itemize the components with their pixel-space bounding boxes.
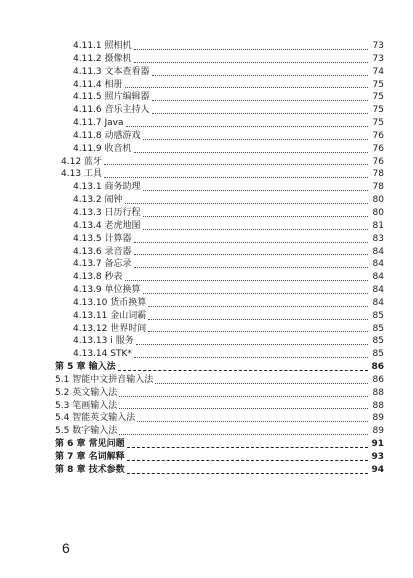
toc-entry-page: 83 (372, 233, 384, 244)
toc-entry-page: 74 (372, 66, 384, 77)
toc-entry-number: 4.13.1 (73, 182, 102, 193)
toc-entry-label: 收音机 (104, 143, 132, 154)
toc-entry-label: 动感游戏 (104, 130, 141, 141)
toc-entry-title (55, 400, 117, 413)
toc-entry-title (73, 181, 141, 194)
toc-entry-page: 94 (371, 464, 384, 475)
toc-entry-title (73, 323, 146, 336)
toc-entry-label: 文本查看器 (104, 66, 150, 77)
toc-entry-label: 照片编辑器 (104, 92, 150, 103)
toc-entry-number: 4.13.6 (73, 246, 102, 257)
toc-entry-page: 84 (372, 259, 384, 270)
toc-entry[interactable] (0, 79, 413, 92)
toc-entry-number: 第 5 章 (55, 362, 86, 373)
toc-entry[interactable] (0, 143, 413, 156)
toc-entry-label: 商务助理 (104, 182, 141, 193)
toc-entry-number: 第 8 章 (55, 464, 86, 475)
table-of-contents (0, 40, 413, 477)
toc-entry-title (55, 374, 153, 387)
toc-entry[interactable] (0, 233, 413, 246)
dot-leader (125, 87, 368, 88)
toc-entry-title (73, 310, 146, 323)
toc-entry-label: 技术参数 (88, 464, 125, 475)
toc-entry-number: 4.13 (61, 169, 82, 180)
toc-entry-label: 照相机 (104, 41, 132, 51)
toc-entry-label: 老虎地图 (104, 220, 141, 231)
toc-entry[interactable] (0, 91, 413, 104)
toc-entry-number: 4.13.5 (73, 233, 102, 244)
toc-entry-title (55, 412, 135, 425)
dot-leader (143, 229, 368, 230)
toc-entry-title (73, 104, 150, 117)
dot-leader (119, 396, 368, 397)
toc-entry[interactable] (0, 220, 413, 233)
toc-entry-number: 第 6 章 (55, 439, 86, 450)
dot-leader (143, 293, 368, 294)
toc-entry[interactable] (0, 310, 413, 323)
toc-entry-page: 88 (372, 400, 384, 411)
toc-entry[interactable] (0, 53, 413, 66)
toc-entry-label: 世界时间 (110, 323, 147, 334)
toc-entry[interactable] (0, 66, 413, 79)
toc-entry-page: 76 (372, 156, 384, 167)
dot-leader (119, 408, 368, 409)
toc-entry-label: 智能英文输入法 (72, 413, 136, 424)
toc-entry-label: 备忘录 (104, 259, 132, 270)
toc-entry-label: 输入法 (88, 362, 116, 373)
toc-entry[interactable] (0, 374, 413, 387)
toc-entry-number: 4.13.14 (73, 349, 108, 360)
dot-leader (136, 344, 368, 345)
toc-entry-title (55, 425, 117, 438)
toc-entry-label: 秒表 (104, 272, 123, 283)
toc-entry-number: 4.13.10 (73, 297, 108, 308)
toc-entry[interactable] (0, 194, 413, 207)
dot-leader (148, 331, 368, 332)
dot-leader (125, 203, 368, 204)
dot-leader (148, 306, 368, 307)
toc-entry-title (55, 361, 116, 374)
toc-entry-page: 84 (372, 285, 384, 296)
dot-leader (152, 113, 368, 114)
toc-entry[interactable] (0, 271, 413, 284)
toc-entry[interactable] (0, 335, 413, 348)
toc-entry[interactable] (0, 207, 413, 220)
dot-leader (119, 434, 368, 435)
toc-entry-number: 4.13.11 (73, 310, 108, 321)
toc-entry[interactable] (0, 40, 413, 53)
toc-entry[interactable] (0, 117, 413, 130)
toc-entry-page: 73 (372, 53, 384, 64)
toc-entry-page: 89 (372, 426, 384, 437)
toc-entry[interactable] (0, 438, 413, 451)
toc-entry-number: 4.11.2 (73, 53, 102, 64)
dot-leader (127, 447, 368, 448)
dot-leader (143, 190, 368, 191)
dot-leader (134, 49, 368, 50)
dot-leader (104, 164, 368, 165)
toc-entry-page: 81 (372, 220, 384, 231)
toc-entry[interactable] (0, 130, 413, 143)
toc-entry-title (73, 91, 150, 104)
toc-entry-page: 85 (372, 310, 384, 321)
dot-leader (125, 280, 368, 281)
toc-entry-title (73, 194, 123, 207)
toc-entry[interactable] (0, 387, 413, 400)
dot-leader (127, 473, 368, 474)
toc-entry-number: 4.13.12 (73, 323, 108, 334)
toc-entry-title (73, 143, 132, 156)
toc-entry-label: Java (104, 118, 124, 129)
toc-entry-title (73, 297, 146, 310)
toc-entry-title (73, 246, 132, 259)
dot-leader (118, 370, 368, 371)
toc-entry[interactable] (0, 464, 413, 477)
toc-entry-page: 89 (372, 413, 384, 424)
toc-entry-page: 84 (372, 272, 384, 283)
toc-entry-title (73, 233, 132, 246)
toc-entry-title (61, 168, 102, 181)
toc-entry[interactable] (0, 297, 413, 310)
toc-entry[interactable] (0, 168, 413, 181)
dot-leader (143, 216, 368, 217)
toc-entry-number: 5.1 (55, 374, 70, 385)
toc-entry-page: 85 (372, 336, 384, 347)
toc-entry-page: 80 (372, 195, 384, 206)
toc-entry-label: 音乐主持人 (104, 105, 150, 116)
toc-entry-page: 86 (372, 374, 384, 385)
toc-entry-page: 75 (372, 79, 384, 90)
toc-entry-label: 蓝牙 (83, 156, 102, 167)
toc-entry-title (73, 348, 132, 361)
dot-leader (127, 460, 368, 461)
toc-entry-title (55, 438, 125, 451)
toc-entry-title (61, 156, 102, 169)
toc-entry-page: 73 (372, 41, 384, 51)
toc-entry[interactable] (0, 181, 413, 194)
toc-entry[interactable] (0, 400, 413, 413)
toc-entry-label: 名词解释 (88, 452, 125, 462)
toc-entry-title (73, 207, 141, 220)
dot-leader (137, 421, 368, 422)
toc-entry-title (73, 284, 141, 297)
dot-leader (155, 383, 368, 384)
toc-entry-page: 75 (372, 118, 384, 129)
toc-entry-number: 4.13.4 (73, 220, 102, 231)
toc-entry-page: 93 (371, 452, 384, 462)
toc-entry-number: 4.11.3 (73, 66, 102, 77)
toc-entry-page: 76 (372, 143, 384, 154)
toc-entry[interactable] (0, 104, 413, 117)
toc-entry-number: 4.11.9 (73, 143, 102, 154)
toc-entry-label: 闹钟 (104, 195, 123, 206)
toc-entry-page: 78 (372, 169, 384, 180)
toc-entry-label: 英文输入法 (72, 387, 118, 398)
toc-entry[interactable] (0, 361, 413, 374)
toc-entry-label: 数字输入法 (72, 426, 118, 437)
toc-entry-label: 工具 (83, 169, 102, 180)
toc-entry[interactable] (0, 258, 413, 271)
dot-leader (134, 254, 368, 255)
toc-entry-number: 5.5 (55, 426, 70, 437)
toc-entry-title (73, 117, 124, 130)
toc-entry-page: 84 (372, 246, 384, 257)
dot-leader (143, 139, 368, 140)
page-number: 6 (62, 540, 70, 556)
dot-leader (134, 357, 368, 358)
dot-leader (134, 242, 368, 243)
toc-entry-label: 金山词霸 (110, 310, 147, 321)
toc-entry-title (73, 66, 150, 79)
toc-entry-number: 4.11.1 (73, 41, 102, 51)
toc-entry-title (55, 387, 117, 400)
toc-entry-page: 76 (372, 130, 384, 141)
toc-entry-number: 4.12 (61, 156, 82, 167)
toc-entry-page: 75 (372, 105, 384, 116)
dot-leader (134, 152, 368, 153)
dot-leader (104, 177, 368, 178)
toc-entry-title (73, 220, 141, 233)
toc-entry[interactable] (0, 323, 413, 336)
toc-entry-label: i 服务 (110, 336, 134, 347)
toc-entry-title (73, 40, 132, 53)
toc-entry[interactable] (0, 451, 413, 464)
toc-entry-number: 4.11.7 (73, 118, 102, 129)
toc-entry-number: 4.13.3 (73, 207, 102, 218)
toc-entry[interactable] (0, 412, 413, 425)
toc-entry-label: 笔画输入法 (72, 400, 118, 411)
toc-entry-page: 78 (372, 182, 384, 193)
toc-entry-label: 单位换算 (104, 285, 141, 296)
toc-entry-title (55, 464, 125, 477)
toc-entry-label: 摄像机 (104, 53, 132, 64)
toc-entry-page: 85 (372, 349, 384, 360)
toc-entry-page: 88 (372, 387, 384, 398)
dot-leader (148, 319, 368, 320)
toc-entry-page: 75 (372, 92, 384, 103)
toc-entry-number: 4.11.8 (73, 130, 102, 141)
toc-entry[interactable] (0, 425, 413, 438)
toc-entry-number: 4.13.7 (73, 259, 102, 270)
toc-entry[interactable] (0, 156, 413, 169)
toc-entry-title (73, 53, 132, 66)
toc-entry-label: 录音器 (104, 246, 132, 257)
toc-entry-label: 货币换算 (110, 297, 147, 308)
toc-entry-number: 5.2 (55, 387, 70, 398)
toc-entry-number: 4.13.13 (73, 336, 108, 347)
toc-entry-number: 4.13.2 (73, 195, 102, 206)
toc-entry-page: 91 (371, 439, 384, 450)
toc-entry-title (73, 335, 134, 348)
toc-entry-page: 85 (372, 323, 384, 334)
toc-entry-label: STK* (110, 349, 132, 360)
toc-entry-page: 80 (372, 207, 384, 218)
toc-entry[interactable] (0, 284, 413, 297)
toc-entry-number: 4.11.6 (73, 105, 102, 116)
toc-entry-number: 4.13.8 (73, 272, 102, 283)
toc-entry-number: 5.4 (55, 413, 70, 424)
toc-entry-page: 84 (372, 297, 384, 308)
dot-leader (152, 100, 368, 101)
dot-leader (152, 75, 368, 76)
toc-entry-page: 86 (371, 362, 384, 373)
toc-entry[interactable] (0, 348, 413, 361)
toc-entry[interactable] (0, 246, 413, 259)
toc-entry-number: 5.3 (55, 400, 70, 411)
toc-entry-number: 4.13.9 (73, 285, 102, 296)
toc-entry-label: 智能中文拼音输入法 (72, 374, 154, 385)
toc-entry-title (55, 451, 125, 464)
toc-entry-number: 第 7 章 (55, 452, 86, 462)
toc-entry-title (73, 271, 123, 284)
toc-entry-number: 4.11.4 (73, 79, 102, 90)
dot-leader (126, 126, 368, 127)
dot-leader (134, 62, 368, 63)
toc-entry-label: 常见问题 (88, 439, 125, 450)
toc-entry-label: 计算器 (104, 233, 132, 244)
toc-entry-label: 日历行程 (104, 207, 141, 218)
dot-leader (134, 267, 368, 268)
toc-entry-title (73, 130, 141, 143)
toc-entry-label: 相册 (104, 79, 123, 90)
toc-entry-number: 4.11.5 (73, 92, 102, 103)
toc-entry-title (73, 79, 123, 92)
toc-entry-title (73, 258, 132, 271)
